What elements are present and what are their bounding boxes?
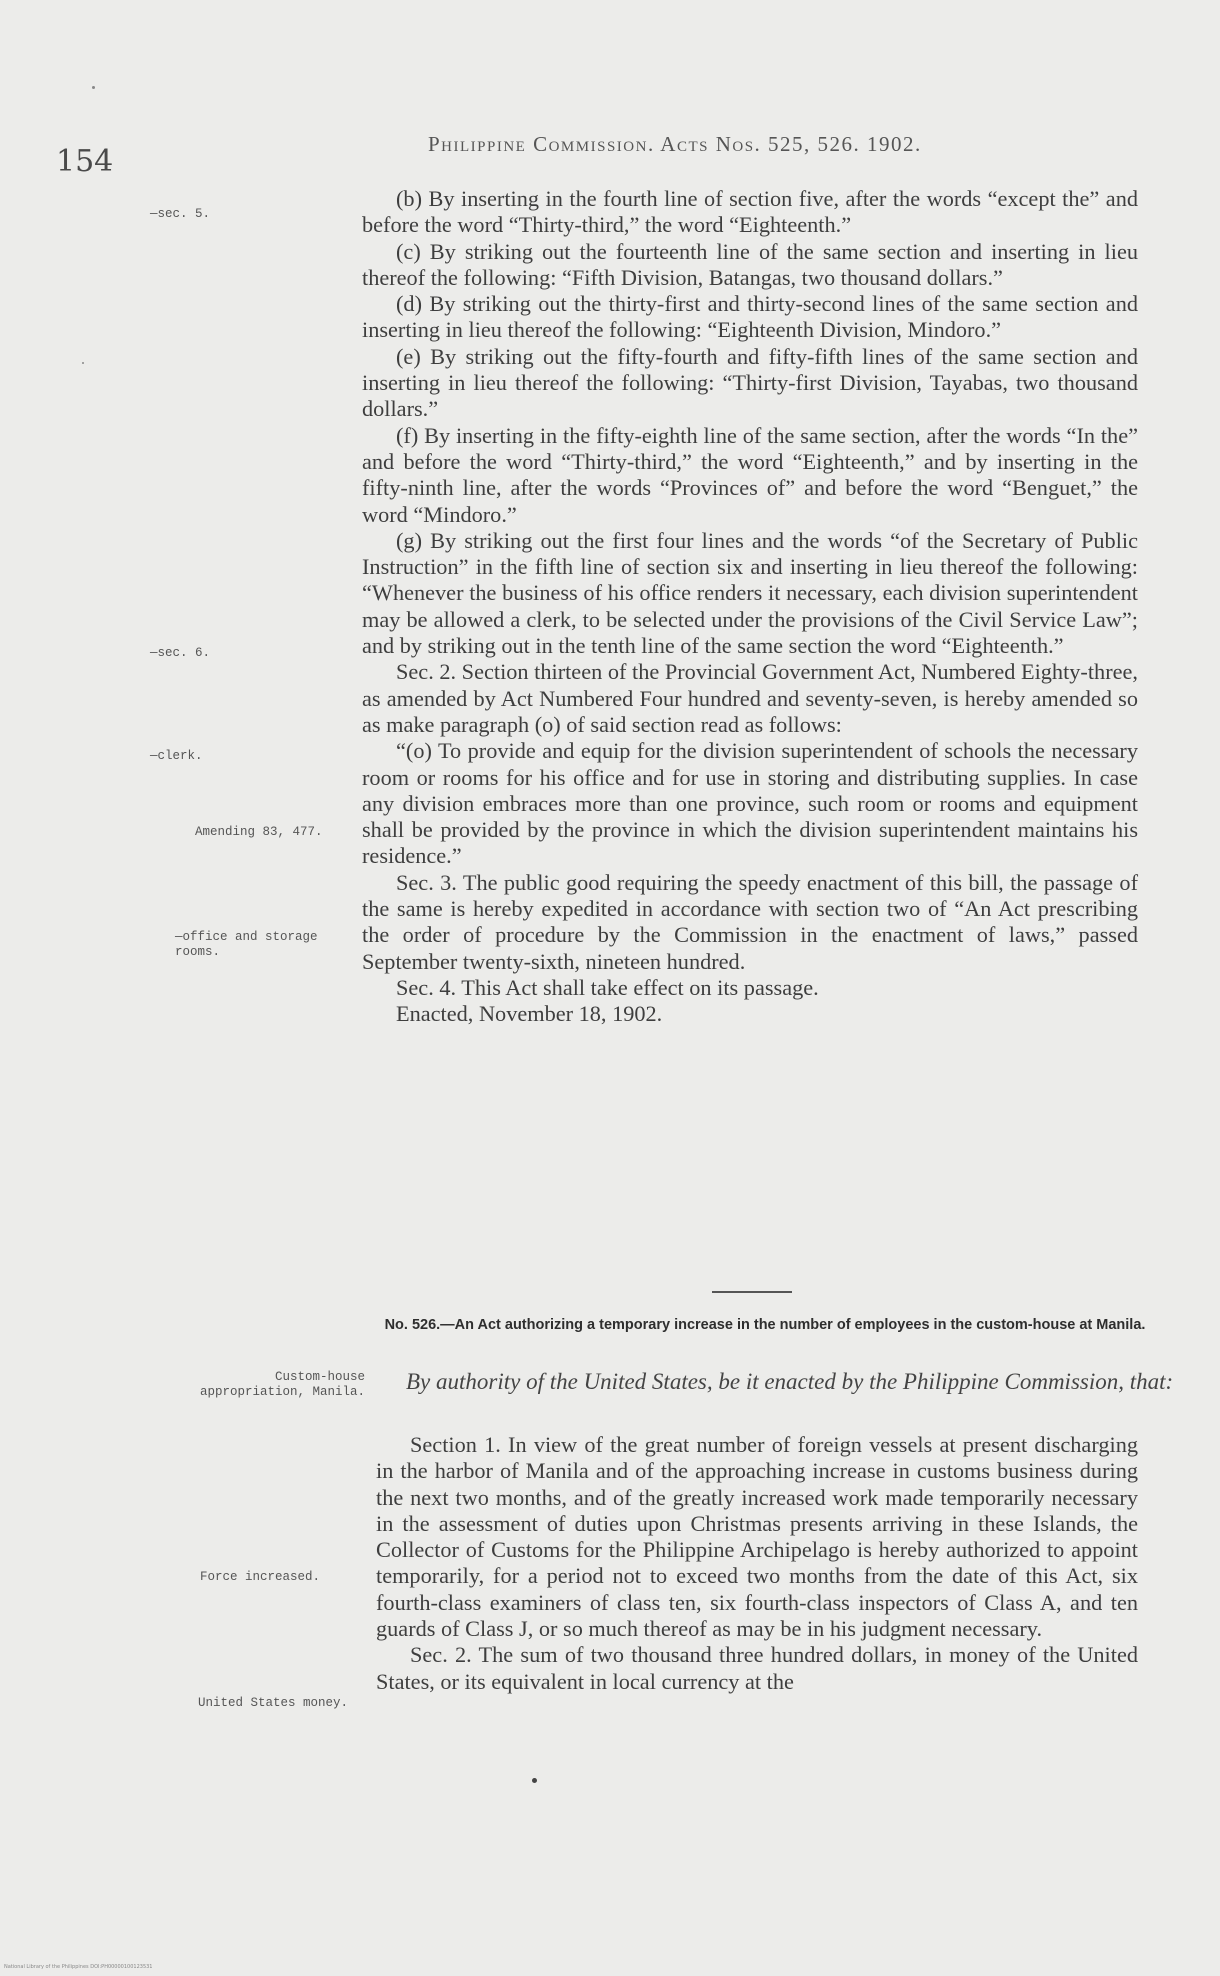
act-526-section-1: Section 1. In view of the great number of foreign vessels at present discharging in the harbor of Manila and of the approaching increase in customs business during the next two months, and of the greatly increased work made temporarily necessary in the assessment of duties upon Christmas presents arriving in these Islands, the Collector of Customs for the Philippine Archipelago is hereby authorized to appoint temporarily, for a period not to exceed two months from the date of this Act, six fourth-class examiners of class ten, six fourth-class inspectors of Class A, and ten guards of Class J, or so much thereof as may be in his judgment necessary. <box>376 1432 1138 1642</box>
paragraph-d: (d) By striking out the thirty-first and thirty-second lines of the same section and inserting in lieu thereof the following: “Eighteenth Division, Mindoro.” <box>362 291 1138 343</box>
paragraph-c: (c) By striking out the fourteenth line of the same section and inserting in lieu thereof the following: “Fifth Division, Batangas, two thousand dollars.” <box>362 238 1138 290</box>
scan-footer: National Library of the Philippines DOI:PH00000100123531 <box>4 1964 153 1970</box>
paper-speck <box>92 86 95 89</box>
enacting-clause: By authority of the United States, be it enacted by the Philippine Commission, that: <box>406 1369 1174 1394</box>
margin-note-force-increased: Force increased. <box>200 1570 321 1584</box>
act-526-section-2: Sec. 2. The sum of two thousand three hundred dollars, in money of the United States, or its equivalent in local currency at the <box>376 1642 1138 1694</box>
running-head: Philippine Commission. Acts Nos. 525, 526. 1902. <box>428 132 922 156</box>
margin-note-custom-house: Custom-house appropriation, Manila. <box>199 1370 365 1399</box>
enacted-date: Enacted, November 18, 1902. <box>396 1001 663 1027</box>
margin-note-office-storage: —office and storage rooms. <box>175 930 318 959</box>
margin-note-clerk: —clerk. <box>150 749 203 763</box>
paragraph-o: “(o) To provide and equip for the division superintendent of schools the necessary room or rooms for his office and for use in storing and distributing supplies. In case any division embraces more than one province, such room or rooms and equipment shall be provided by the province in which the division superintendent maintains his residence.” <box>362 738 1138 869</box>
margin-note-amending: Amending 83, 477. <box>195 825 323 839</box>
act-526-heading: No. 526.—An Act authorizing a temporary increase in the number of employees in the custom-house at Manila. <box>384 1317 1146 1333</box>
paragraph-f: (f) By inserting in the fifty-eighth line of the same section, after the words “In the” and before the word “Thirty-third,” the word “Eighteenth,” and by inserting in the fifty-ninth line, after the words “Provinces of” and before the word “Benguet,” the word “Mindoro.” <box>362 422 1138 527</box>
page-number: 154 <box>56 144 114 179</box>
act-526-text <box>376 1432 1138 1695</box>
paragraph-g: (g) By striking out the first four lines and the words “of the Secretary of Public Instruction” in the fifth line of section six and inserting in lieu thereof the following: “Whenever the business of his office renders it necessary, each division superintendent may be allowed a clerk, to be selected under the provisions of the Civil Service Law”; and by striking out in the tenth line of the same section the word “Eighteenth.” <box>362 527 1138 659</box>
ink-dot <box>532 1778 537 1783</box>
paragraph-e: (e) By striking out the fifty-fourth and fifty-fifth lines of the same section and inserting in lieu thereof the following: “Thirty-first Division, Tayabas, two thousand dollars.” <box>362 343 1138 422</box>
paper-speck <box>82 362 84 364</box>
section-divider <box>712 1291 792 1293</box>
paragraph-b: (b) By inserting in the fourth line of section five, after the words “except the” and before the word “Thirty-third,” the word “Eighteenth.” <box>362 186 1138 238</box>
margin-note-sec6: —sec. 6. <box>150 646 211 660</box>
margin-note-united-states-money: United States money. <box>198 1696 349 1710</box>
act-525-text <box>362 186 1138 1028</box>
section-3: Sec. 3. The public good requiring the speedy enactment of this bill, the passage of the same is hereby expedited in accordance with section two of “An Act prescribing the order of procedure by the Commission in the enactment of laws,” passed September twenty-sixth, nineteen hundred. <box>362 869 1138 974</box>
section-4: Sec. 4. This Act shall take effect on its passage. <box>396 974 819 1000</box>
margin-note-sec5: —sec. 5. <box>150 207 211 221</box>
section-2: Sec. 2. Section thirteen of the Provincial Government Act, Numbered Eighty-three, as amended by Act Numbered Four hundred and seventy-seven, is hereby amended so as make paragraph (o) of said section read as follows: <box>362 659 1138 737</box>
